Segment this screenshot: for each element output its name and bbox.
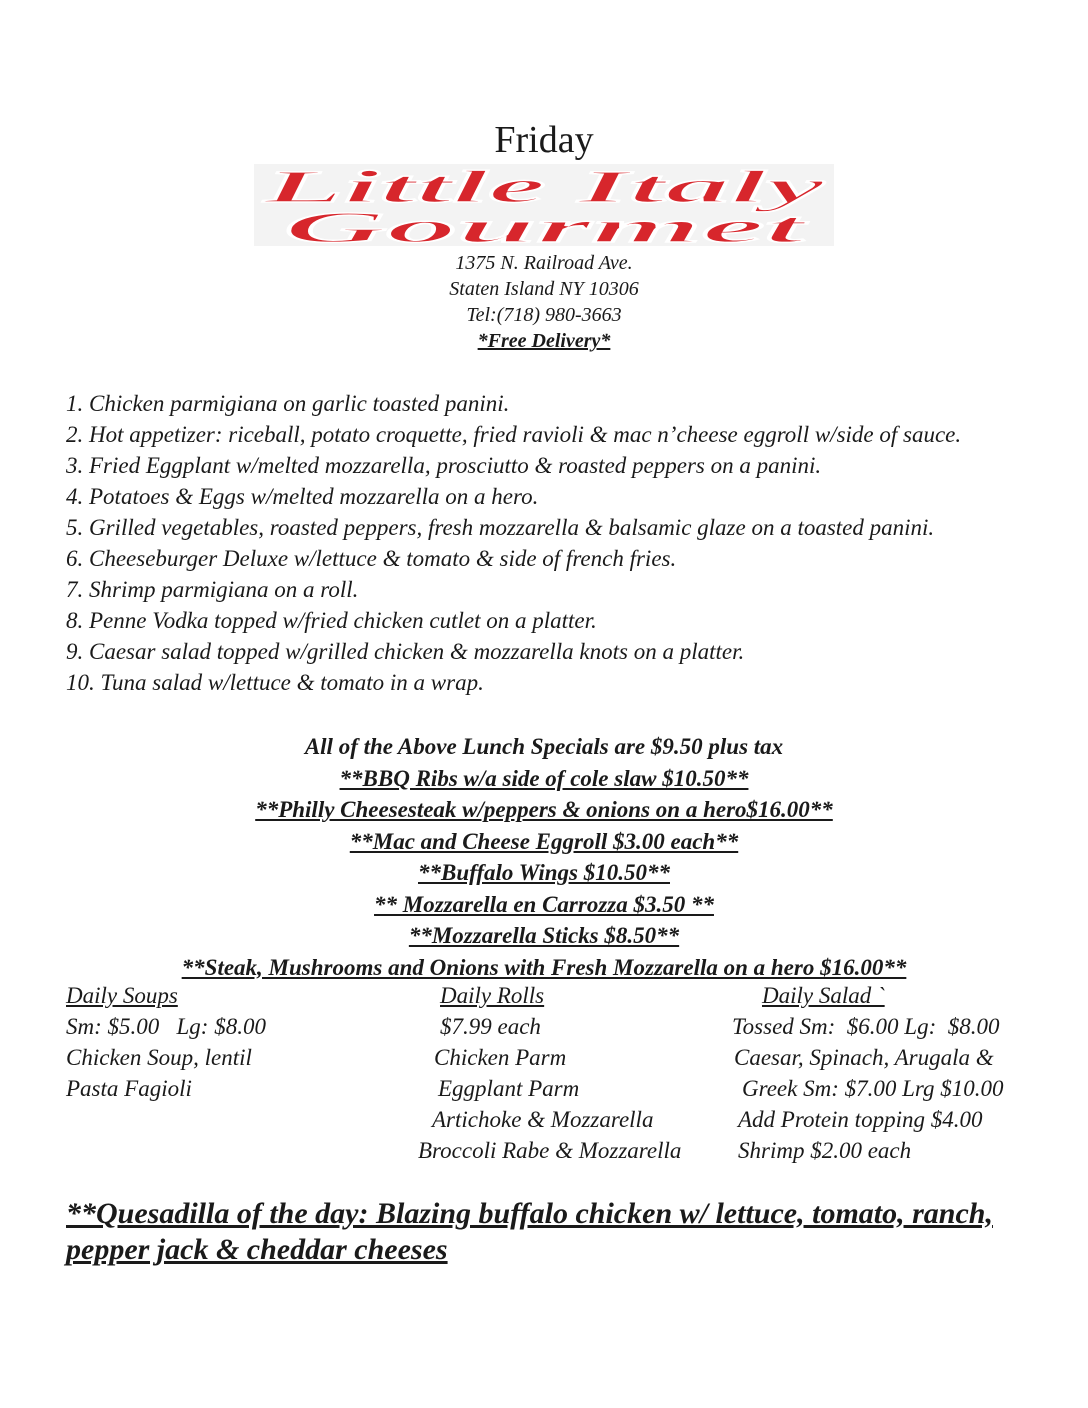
address-city: Staten Island NY 10306 [449,278,639,300]
free-delivery: *Free Delivery* [477,330,611,352]
roll-line: Eggplant Parm [438,1076,580,1101]
page-title-day: Friday [494,119,594,161]
soup-line: Chicken Soup, lentil [66,1045,252,1070]
daily-salad-column [732,980,1004,1166]
list-item: 9. Caesar salad topped w/grilled chicken & mozzarella knots on a platter. [66,639,745,664]
roll-line: Chicken Parm [434,1045,567,1070]
daily-rolls-heading: Daily Rolls [440,983,545,1008]
special-line: **Philly Cheesesteak w/peppers & onions on a hero$16.00** [255,797,833,822]
roll-line: $7.99 each [440,1014,541,1039]
address-block [0,250,1088,354]
daily-rolls-column [418,980,681,1166]
specials-block [0,731,1088,983]
logo-line-1: Little Italy [261,164,826,212]
list-item: 2. Hot appetizer: riceball, potato croquette, fried ravioli & mac n’cheese eggroll w/side of sauce. [66,422,962,447]
daily-salad-heading: Daily Salad ` [762,983,885,1008]
roll-line: Broccoli Rabe & Mozzarella [418,1138,682,1163]
special-line: **Mozzarella Sticks $8.50** [408,923,680,948]
quesadilla-of-the-day: **Quesadilla of the day: Blazing buffalo chicken w/ lettuce, tomato, ranch, pepper jack & cheddar cheeses [66,1197,993,1266]
salad-line: Tossed Sm: $6.00 Lg: $8.00 [732,1014,1000,1039]
salad-line: Greek Sm: $7.00 Lrg $10.00 [742,1076,1004,1101]
list-item: 8. Penne Vodka topped w/fried chicken cutlet on a platter. [66,608,597,633]
restaurant-logo [254,164,834,246]
list-item: 4. Potatoes & Eggs w/melted mozzarella on a hero. [66,484,539,509]
list-item: 6. Cheeseburger Deluxe w/lettuce & tomato & side of french fries. [66,546,677,571]
salad-line: Shrimp $2.00 each [738,1138,912,1163]
list-item: 7. Shrimp parmigiana on a roll. [66,577,359,602]
daily-soups-heading: Daily Soups [66,983,178,1008]
special-line: **Buffalo Wings $10.50** [418,860,670,885]
lunch-specials-list [66,388,1006,698]
list-item: 1. Chicken parmigiana on garlic toasted panini. [66,391,510,416]
daily-soups-column [66,980,266,1104]
logo-line-2: Gourmet [284,203,810,246]
special-line: **BBQ Ribs w/a side of cole slaw $10.50** [339,765,749,791]
list-item: 3. Fried Eggplant w/melted mozzarella, prosciutto & roasted peppers on a panini. [66,453,822,478]
salad-line: Add Protein topping $4.00 [738,1107,983,1132]
list-item: 5. Grilled vegetables, roasted peppers, fresh mozzarella & balsamic glaze on a toasted panini. [66,515,935,540]
soup-line: Pasta Fagioli [66,1076,192,1101]
special-line: **Steak, Mushrooms and Onions with Fresh Mozzarella on a hero $16.00** [181,954,907,980]
roll-line: Artichoke & Mozzarella [432,1107,654,1132]
special-line: **Mac and Cheese Eggroll $3.00 each** [349,828,739,854]
special-line: ** Mozzarella en Carrozza $3.50 ** [374,891,714,917]
list-item: 10. Tuna salad w/lettuce & tomato in a wrap. [66,670,484,695]
salad-line: Caesar, Spinach, Arugala & [734,1045,994,1070]
phone-number: Tel:(718) 980-3663 [466,304,622,326]
soup-line: Sm: $5.00 Lg: $8.00 [66,1014,266,1039]
address-street: 1375 N. Railroad Ave. [455,252,633,274]
price-note: All of the Above Lunch Specials are $9.50 plus tax [304,734,784,759]
